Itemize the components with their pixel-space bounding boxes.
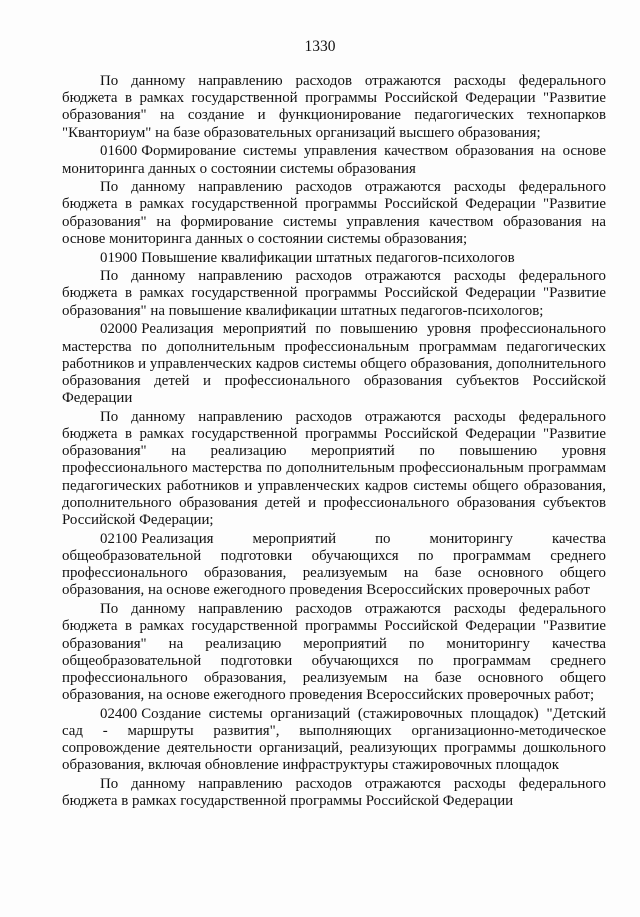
section-code: 02000 [100, 321, 138, 338]
paragraph-11 [62, 776, 606, 810]
section-heading-02000 [62, 321, 606, 407]
section-heading-text: Создание системы организаций (стажировочных площадок) "Детский сад - маршруты развития", выполняющих организационно-методическое сопровождение деятельности организаций, реализующих программы дошкольного образования, включая обновление инфраструктуры стажировочных площадок [62, 705, 606, 774]
paragraph-text: По данному направлению расходов отражаются расходы федерального бюджета в рамках государственной программы Российской Федерации "Развитие образования" на реализацию мероприятий по повышению уровня профессионального мастерства по дополнительным профессиональным программам педагогических работников и управленческих кадров системы общего образования, дополнительного образования детей и профессионального образования субъектов Российской Федерации; [62, 408, 606, 529]
page-number: 1330 [304, 38, 336, 55]
paragraph-7 [62, 409, 606, 529]
section-heading-02100 [62, 531, 606, 600]
paragraph-text: По данному направлению расходов отражаются расходы федерального бюджета в рамках государственной программы Российской Федерации "Развитие образования" на формирование системы управления качеством образования на основе мониторинга данных о состоянии системы образования; [62, 179, 606, 247]
section-code: 01600 [100, 143, 138, 160]
paragraph-text: По данному направлению расходов отражаются расходы федерального бюджета в рамках государственной программы Российской Федерации "Развитие образования" на повышение квалификации штатных педагогов-психологов; [62, 268, 606, 319]
section-heading-text: Реализация мероприятий по мониторингу качества общеобразовательной подготовки обучающихся по программам среднего профессионального образования, реализуемым на базе основного общего образования, на основе ежегодного проведения Всероссийских проверочных работ [62, 530, 606, 599]
section-heading-02400 [62, 706, 606, 775]
paragraph-3 [62, 179, 606, 248]
paragraph-5 [62, 268, 606, 320]
paragraph-text: По данному направлению расходов отражаются расходы федерального бюджета в рамках государственной программы Российской Федерации [62, 776, 606, 810]
section-code: 02100 [100, 530, 138, 547]
section-heading-01900 [62, 250, 606, 267]
section-heading-01600 [62, 143, 606, 177]
document-body [62, 73, 606, 812]
paragraph-text: По данному направлению расходов отражаются расходы федерального бюджета в рамках государственной программы Российской Федерации "Развитие образования" на реализацию мероприятий по мониторингу качества общеобразовательной подготовки обучающихся по программам среднего профессионального образования, реализуемым на базе основного общего образования, на основе ежегодного проведения Всероссийских проверочных работ; [62, 601, 606, 704]
section-heading-text: Реализация мероприятий по повышению уровня профессионального мастерства по дополнительным профессиональным программам педагогических работников и управленческих кадров системы общего образования, дополнительного образования детей и профессионального образования субъектов Российской Федерации [62, 321, 606, 407]
paragraph-1 [62, 73, 606, 142]
section-code: 01900 [100, 249, 138, 266]
paragraph-9 [62, 601, 606, 704]
paragraph-text: По данному направлению расходов отражаются расходы федерального бюджета в рамках государственной программы Российской Федерации "Развитие образования" на создание и функционирование педагогических технопарков "Кванториум" на базе образовательных организаций высшего образования; [62, 73, 606, 141]
section-heading-text: Повышение квалификации штатных педагогов-психологов [141, 249, 515, 266]
section-code: 02400 [100, 705, 138, 722]
section-heading-text: Формирование системы управления качеством образования на основе мониторинга данных о состоянии системы образования [62, 143, 606, 177]
